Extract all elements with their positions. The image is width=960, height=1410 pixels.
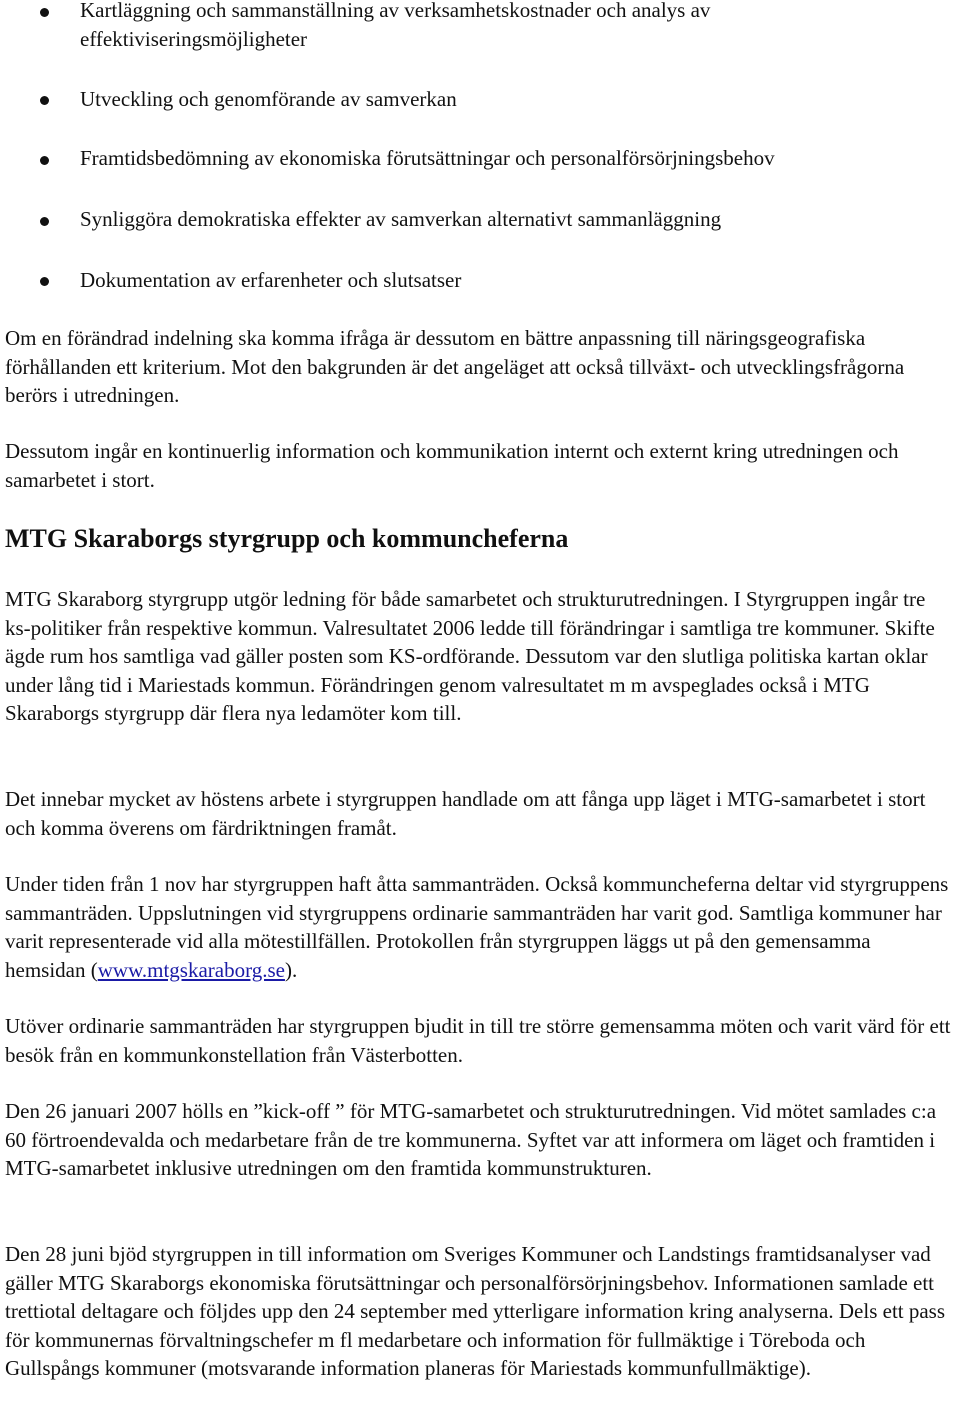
bullet-text: Utveckling och genomförande av samverkan	[80, 87, 457, 111]
paragraph-framtidsanalyser: Den 28 juni bjöd styrgruppen in till information om Sveriges Kommuner och Landstings framtidsanalyser vad gäller MTG Skaraborgs ekonomiska förutsättningar och personalförsörjningsbehov. Informationen samlade ett trettiotal deltagare och följdes upp den 24 september med ytterligare information kring analyserna. Dels ett pass för kommunernas förvaltningschefer m fl medarbetare och information för fullmäktige i Töreboda och Gullspångs kommuner (motsvarande information planeras för Mariestads kommunfullmäktige).	[5, 1242, 946, 1380]
bullet-text: Synliggöra demokratiska effekter av samverkan alternativt sammanläggning	[80, 207, 722, 231]
bullet-text: Kartläggning och sammanställning av verksamhetskostnader och analys av effektiviseringsmöjligheter	[80, 0, 711, 51]
sammantraden-text-end: ).	[284, 957, 298, 982]
paragraph-styrgrupp: MTG Skaraborg styrgrupp utgör ledning för både samarbetet och strukturutredningen. I Styrgruppen ingår tre ks-politiker från respektive kommun. Valresultatet 2006 ledde till förändringar i samtliga tre kommuner. Skifte ägde rum hos samtliga vad gäller posten som KS-ordförande. Dessutom var den slutliga politiska kartan oklar under lång tid i Mariestads kommun. Förändringen genom valresultatet m m avspeglades också i MTG Skaraborgs styrgrupp där flera nya ledamöter kom till.	[5, 587, 935, 725]
paragraph-indelning: Om en förändrad indelning ska komma ifråga är dessutom en bättre anpassning till näringsgeografiska förhållanden ett kriterium. Mot den bakgrunden är det angeläget att också tillväxt- och utvecklingsfrågorna berörs i utredningen.	[5, 326, 905, 407]
bullet-dot-icon	[40, 277, 49, 286]
sammantraden-text: Under tiden från 1 nov har styrgruppen haft åtta sammanträden. Också kommuncheferna deltar vid styrgruppens sammanträden. Uppslutningen vid styrgruppens ordinarie sammanträden har varit god. Samtliga kommuner har varit representerade vid alla mötestillfällen. Protokollen från styrgruppen läggs ut på den gemensamma hemsidan (	[5, 872, 949, 982]
section-heading: MTG Skaraborgs styrgrupp och kommuncheferna	[5, 524, 569, 553]
bullet-text: Framtidsbedömning av ekonomiska förutsättningar och personalförsörjningsbehov	[80, 146, 775, 170]
paragraph-sammantraden	[5, 870, 955, 984]
paragraph-kick-off: Den 26 januari 2007 hölls en ”kick-off ” för MTG-samarbetet och strukturutredningen. Vid mötet samlades c:a 60 förtroendevalda och medarbetare från de tre kommunerna. Syftet var att informera om läget och framtiden i MTG-samarbetet inklusive utredningen om den framtida kommunstrukturen.	[5, 1099, 937, 1180]
paragraph-kommunikation: Dessutom ingår en kontinuerlig information och kommunikation internt och externt kring utredningen och samarbetet i stort.	[5, 439, 899, 492]
paragraph-hostens-arbete: Det innebar mycket av höstens arbete i styrgruppen handlade om att fånga upp läget i MTG-samarbetet i stort och komma överens om färdriktningen framåt.	[5, 787, 926, 840]
website-link[interactable]: www.mtgskaraborg.se	[97, 957, 285, 982]
bullet-dot-icon	[40, 8, 49, 17]
bullet-text: Dokumentation av erfarenheter och slutsatser	[80, 268, 462, 292]
bullet-dot-icon	[40, 96, 49, 105]
bullet-dot-icon	[40, 156, 49, 165]
paragraph-moten: Utöver ordinarie sammanträden har styrgruppen bjudit in till tre större gemensamma möten och varit värd för ett besök från en kommunkonstellation från Västerbotten.	[5, 1014, 951, 1067]
bullet-dot-icon	[40, 217, 49, 226]
